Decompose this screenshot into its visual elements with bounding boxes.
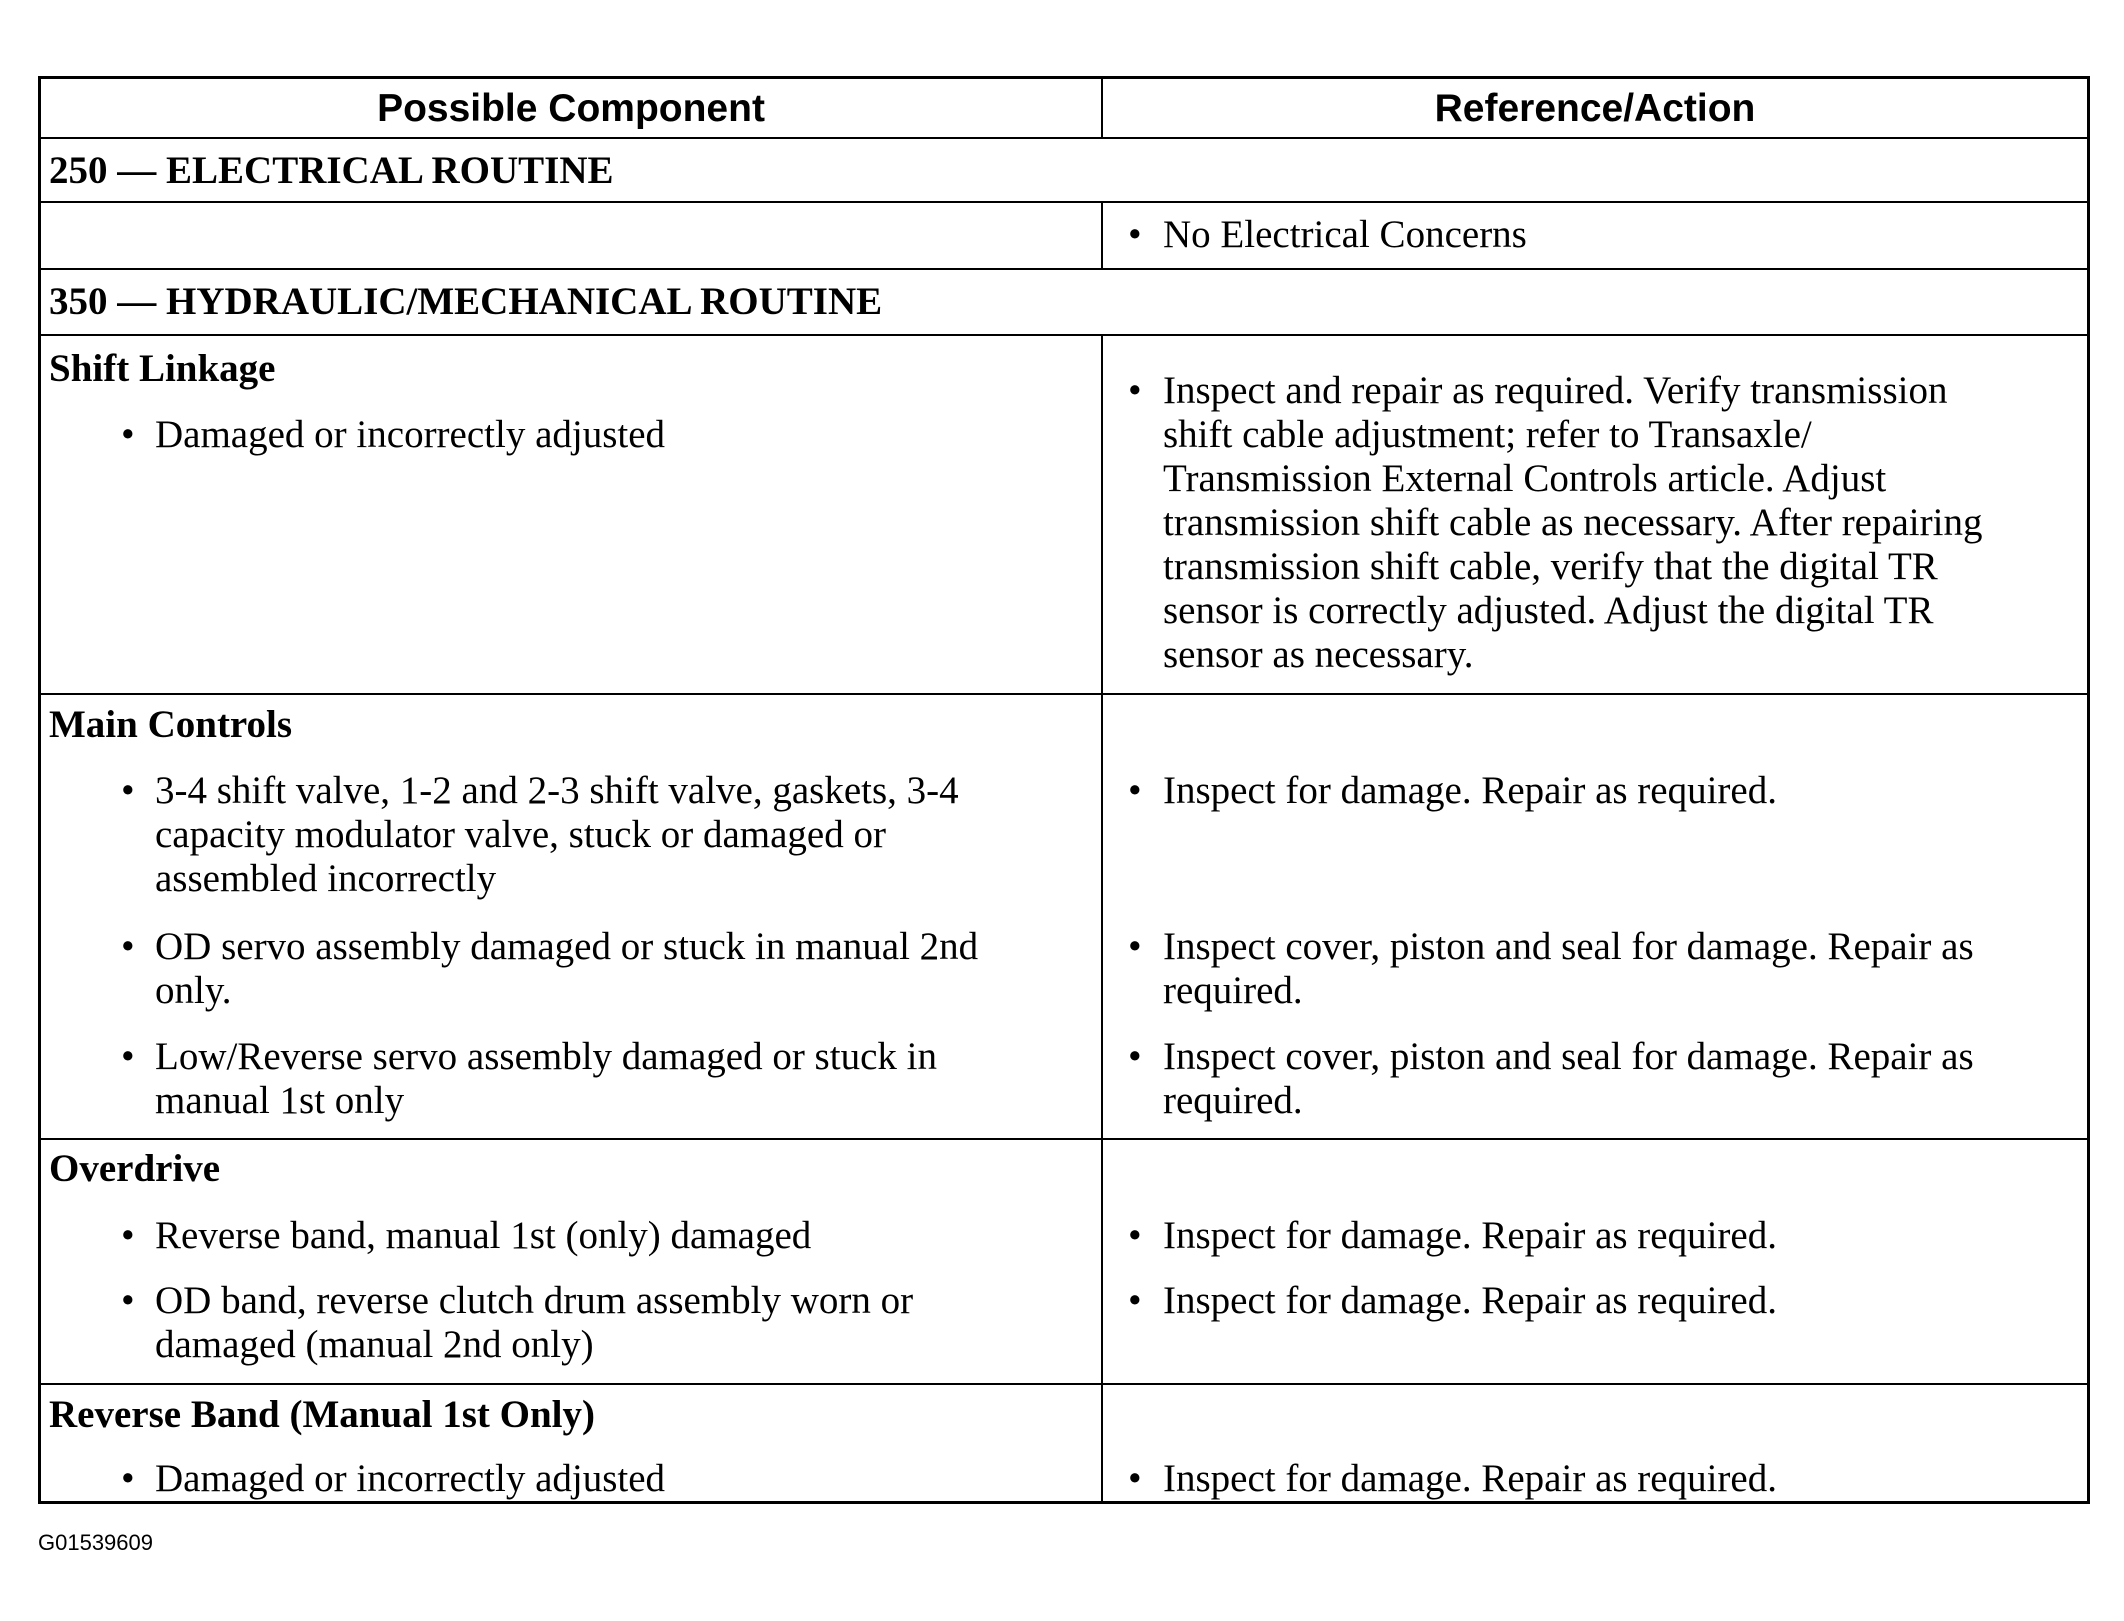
group-title-overdrive: Overdrive	[49, 1147, 221, 1190]
figure-code: G01539609	[38, 1530, 153, 1555]
component-text: Damaged or incorrectly adjusted	[155, 1457, 666, 1500]
bullet-icon: •	[1128, 1035, 1142, 1078]
bullet-icon: •	[121, 1214, 135, 1257]
action-text: required.	[1163, 1079, 1303, 1122]
component-text: assembled incorrectly	[155, 857, 497, 900]
column-divider	[1101, 334, 1103, 1504]
bullet-icon: •	[121, 925, 135, 968]
row-divider	[41, 334, 2087, 336]
group-title-shift-linkage: Shift Linkage	[49, 347, 276, 390]
row-divider	[41, 1383, 2087, 1385]
action-text: shift cable adjustment; refer to Transaxle/	[1163, 413, 1812, 456]
bullet-icon: •	[121, 1457, 135, 1500]
bullet-icon: •	[1128, 369, 1142, 412]
action-text: Inspect cover, piston and seal for damage. Repair as	[1163, 925, 1974, 968]
action-text: Transmission External Controls article. Adjust	[1163, 457, 1887, 500]
section-title-350: 350 — HYDRAULIC/MECHANICAL ROUTINE	[49, 280, 883, 323]
header-reference-action: Reference/Action	[1434, 86, 1756, 130]
bullet-icon: •	[121, 769, 135, 812]
component-text: Low/Reverse servo assembly damaged or stuck in	[155, 1035, 937, 1078]
bullet-icon: •	[1128, 769, 1142, 812]
row-divider	[41, 268, 2087, 270]
row-divider	[41, 1138, 2087, 1140]
action-text: Inspect and repair as required. Verify transmission	[1163, 369, 1948, 412]
component-text: OD servo assembly damaged or stuck in manual 2nd	[155, 925, 979, 968]
component-text: capacity modulator valve, stuck or damaged or	[155, 813, 886, 856]
action-text: Inspect for damage. Repair as required.	[1163, 1279, 1777, 1322]
bullet-icon: •	[1128, 1279, 1142, 1322]
component-text: OD band, reverse clutch drum assembly worn or	[155, 1279, 914, 1322]
group-title-reverse-band: Reverse Band (Manual 1st Only)	[49, 1393, 595, 1436]
group-title-main-controls: Main Controls	[49, 703, 293, 746]
component-text: damaged (manual 2nd only)	[155, 1323, 594, 1366]
row-divider	[41, 137, 2087, 139]
section-title-250: 250 — ELECTRICAL ROUTINE	[49, 149, 614, 192]
bullet-icon: •	[1128, 213, 1142, 256]
bullet-icon: •	[121, 1035, 135, 1078]
bullet-icon: •	[121, 413, 135, 456]
bullet-icon: •	[1128, 1214, 1142, 1257]
component-text: manual 1st only	[155, 1079, 405, 1122]
action-text: transmission shift cable, verify that the digital TR	[1163, 545, 1938, 588]
component-text: Reverse band, manual 1st (only) damaged	[155, 1214, 812, 1257]
row-divider	[41, 693, 2087, 695]
column-divider	[1101, 79, 1103, 138]
bullet-icon: •	[1128, 1457, 1142, 1500]
electrical-action: No Electrical Concerns	[1163, 213, 1527, 256]
component-text: 3-4 shift valve, 1-2 and 2-3 shift valve, gaskets, 3-4	[155, 769, 959, 812]
component-text: only.	[155, 969, 232, 1012]
action-text: required.	[1163, 969, 1303, 1012]
action-text: sensor as necessary.	[1163, 633, 1474, 676]
action-text: transmission shift cable as necessary. After repairing	[1163, 501, 1983, 544]
action-text: sensor is correctly adjusted. Adjust the digital TR	[1163, 589, 1934, 632]
action-text: Inspect for damage. Repair as required.	[1163, 1457, 1777, 1500]
action-text: Inspect cover, piston and seal for damage. Repair as	[1163, 1035, 1974, 1078]
bullet-icon: •	[121, 1279, 135, 1322]
column-divider	[1101, 201, 1103, 269]
bullet-icon: •	[1128, 925, 1142, 968]
diagnosis-table	[38, 76, 2090, 1504]
row-divider	[41, 201, 2087, 203]
component-text: Damaged or incorrectly adjusted	[155, 413, 666, 456]
action-text: Inspect for damage. Repair as required.	[1163, 769, 1777, 812]
header-possible-component: Possible Component	[377, 86, 765, 130]
action-text: Inspect for damage. Repair as required.	[1163, 1214, 1777, 1257]
